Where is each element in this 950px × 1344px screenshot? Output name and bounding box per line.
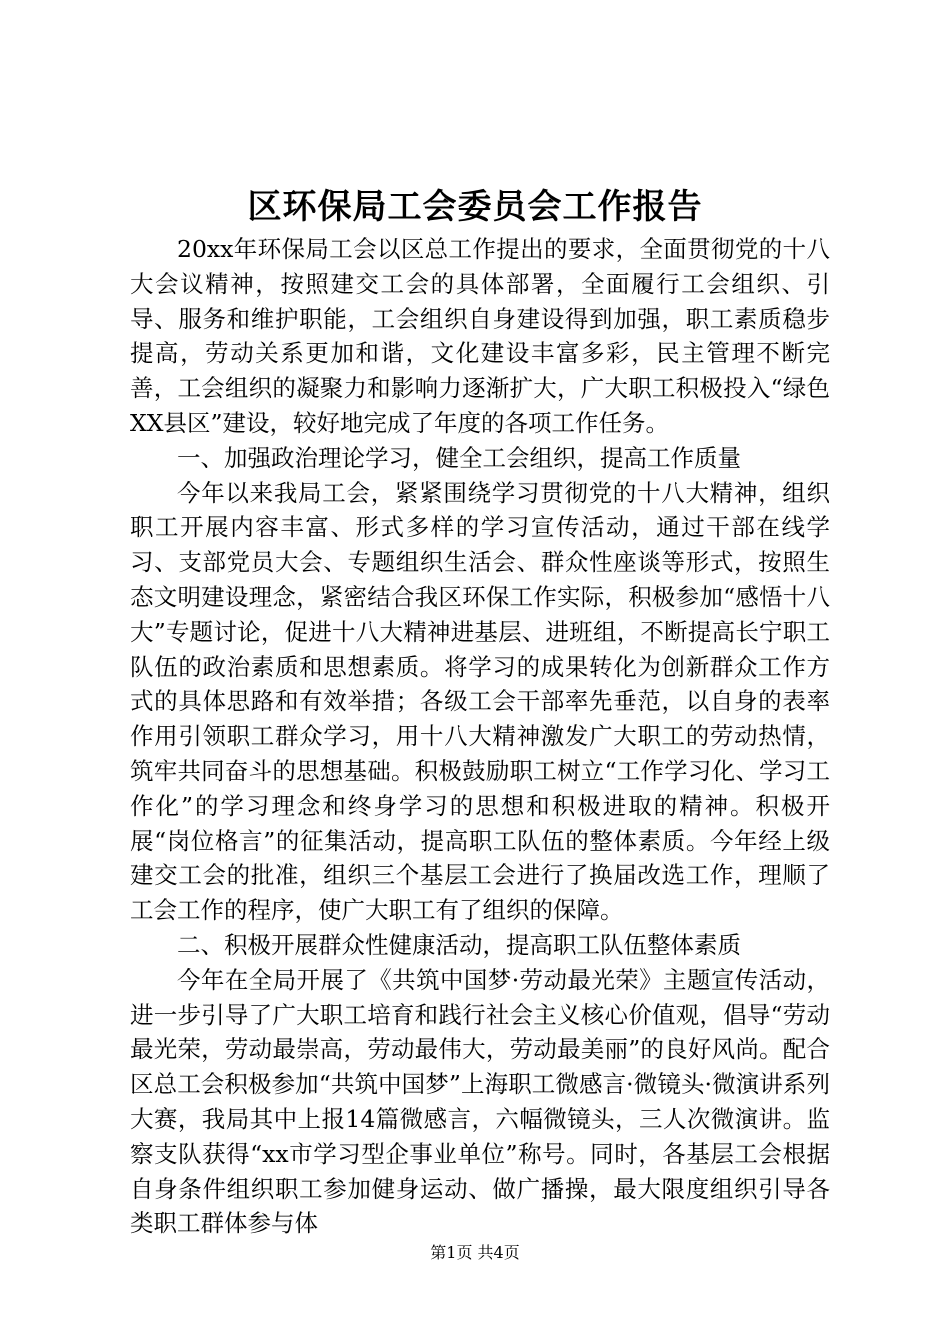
paragraph-section-1: 今年以来我局工会，紧紧围绕学习贯彻党的十八大精神，组织职工开展内容丰富、形式多样的学习宣传活动，通过干部在线学习、支部党员大会、专题组织生活会、群众性座谈等形式，按照生态文明建设理念，紧密结合我区环保工作实际，积极参加“感悟十八大”专题讨论，促进十八大精神进基层、进班组，不断提高长宁职工队伍的政治素质和思想素质。将学习的成果转化为创新群众工作方式的具体思路和有效举措；各级工会干部率先垂范，以自身的表率作用引领职工群众学习，用十八大精神激发广大职工的劳动热情，筑牢共同奋斗的思想基础。积极鼓励职工树立“工作学习化、学习工作化”的学习理念和终身学习的思想和积极进取的精神。积极开展“岗位格言”的征集活动，提高职工队伍的整体素质。今年经上级建交工会的批准，组织三个基层工会进行了换届改选工作，理顺了工会工作的程序，使广大职工有了组织的保障。 [130,478,830,925]
section-heading-2: 二、积极开展群众性健康活动，提高职工队伍整体素质 [177,930,741,959]
page-footer: 第1页 共4页 [430,1243,520,1262]
document-title: 区环保局工会委员会工作报告 [247,187,703,227]
section-heading-1: 一、加强政治理论学习，健全工会组织，提高工作质量 [177,443,741,472]
paragraph-section-2: 今年在全局开展了《共筑中国梦·劳动最光荣》主题宣传活动，进一步引导了广大职工培育和践行社会主义核心价值观，倡导“劳动最光荣，劳动最崇高，劳动最伟大，劳动最美丽”的良好风尚。配合区总工会积极参加“共筑中国梦”上海职工微感言·微镜头·微演讲系列大赛，我局其中上报14篇微感言，六幅微镜头，三人次微演讲。监察支队获得“xx市学习型企事业单位”称号。同时，各基层工会根据自身条件组织职工参加健身运动、做广播操，最大限度组织引导各类职工群体参与体 [130,965,830,1238]
document-body [130,232,830,1241]
paragraph-intro: 20xx年环保局工会以区总工作提出的要求，全面贯彻党的十八大会议精神，按照建交工会的具体部署，全面履行工会组织、引导、服务和维护职能，工会组织自身建设得到加强，职工素质稳步提高，劳动关系更加和谐，文化建设丰富多彩，民主管理不断完善，工会组织的凝聚力和影响力逐渐扩大，广大职工积极投入“绿色XX县区”建设，较好地完成了年度的各项工作任务。 [130,235,830,437]
